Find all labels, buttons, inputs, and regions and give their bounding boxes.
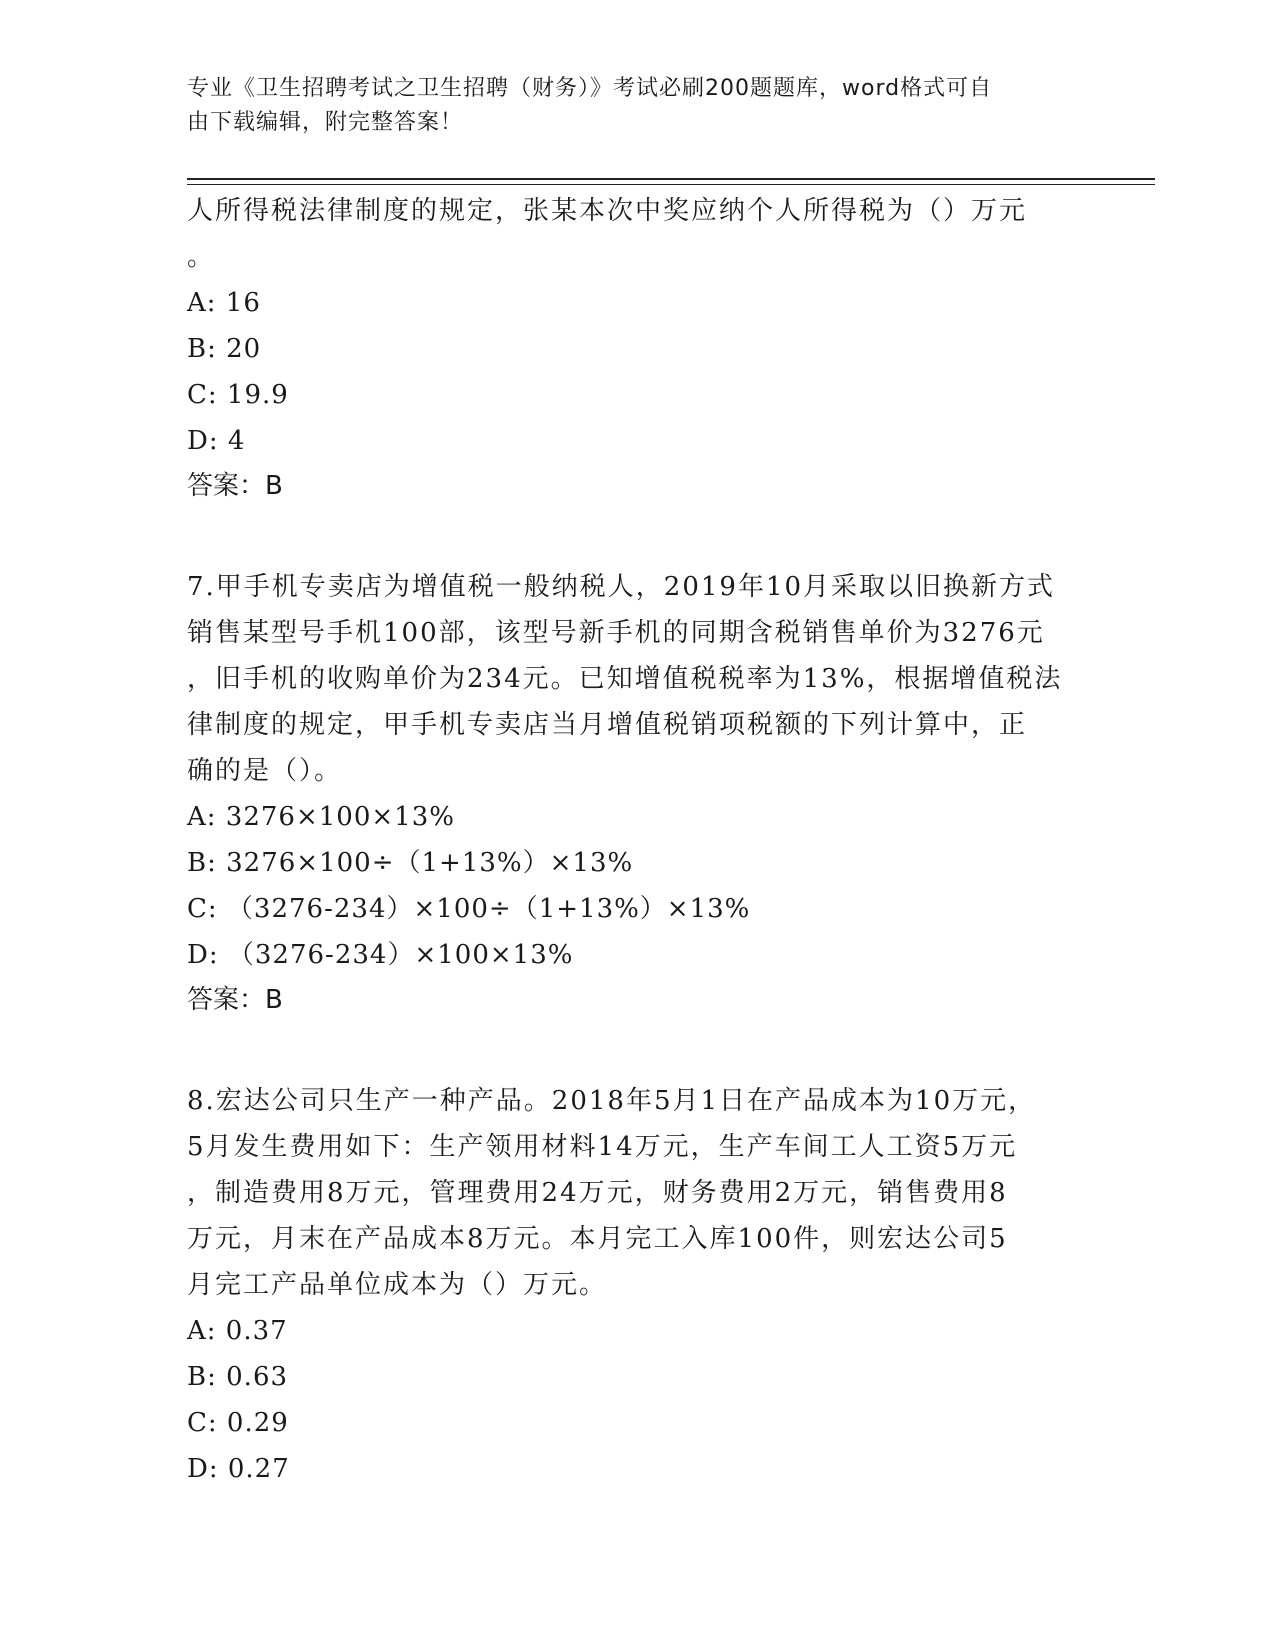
question-8-option-b: B: 0.63: [187, 1362, 289, 1392]
header-divider-thin: [187, 184, 1155, 185]
question-8-option-c: C: 0.29: [187, 1408, 289, 1438]
question-6-option-c: C: 19.9: [187, 380, 289, 410]
question-8-stem-line-5: 月完工产品单位成本为（）万元。: [187, 1270, 608, 1300]
question-7-stem-line-5: 确的是（）。: [187, 756, 343, 786]
question-7-stem-line-1: 7.甲手机专卖店为增值税一般纳税人，2019年10月采取以旧换新方式: [187, 572, 1056, 602]
question-8-option-d: D: 0.27: [187, 1454, 290, 1484]
header-line-2: 由下载编辑，附完整答案！: [187, 110, 464, 135]
question-7-option-a: A: 3276×100×13%: [187, 802, 455, 832]
question-8-stem-line-2: 5月发生费用如下：生产领用材料14万元，生产车间工人工资5万元: [187, 1132, 1018, 1162]
question-6: [187, 188, 1087, 508]
question-6-answer: 答案：B: [187, 471, 283, 501]
spacer: [187, 1022, 1087, 1078]
question-8-option-a: A: 0.37: [187, 1316, 288, 1346]
question-7-option-c: C: （3276-234）×100÷（1+13%）×13%: [187, 894, 751, 924]
header-divider-thick: [187, 178, 1155, 180]
question-8-stem-line-1: 8.宏达公司只生产一种产品。2018年5月1日在产品成本为10万元，: [187, 1086, 1037, 1116]
question-7-answer: 答案：B: [187, 985, 283, 1015]
question-8-stem-line-4: 万元，月末在产品成本8万元。本月完工入库100件，则宏达公司5: [187, 1224, 1008, 1254]
question-8-stem-line-3: ，制造费用8万元，管理费用24万元，财务费用2万元，销售费用8: [187, 1178, 1008, 1208]
question-7-option-d: D: （3276-234）×100×13%: [187, 940, 574, 970]
question-7-stem-line-4: 律制度的规定，甲手机专卖店当月增值税销项税额的下列计算中，正: [187, 710, 1028, 740]
question-6-option-a: A: 16: [187, 288, 261, 318]
question-6-option-d: D: 4: [187, 426, 246, 456]
spacer: [187, 508, 1087, 564]
question-6-stem-line-1: 人所得税法律制度的规定，张某本次中奖应纳个人所得税为（）万元: [187, 196, 1028, 226]
question-6-stem-line-2: 。: [187, 242, 216, 272]
question-list: [187, 188, 1087, 1492]
question-7-option-b: B: 3276×100÷（1+13%）×13%: [187, 848, 634, 878]
question-7-stem-line-3: ，旧手机的收购单价为234元。已知增值税税率为13%，根据增值税法: [187, 664, 1063, 694]
question-7-stem-line-2: 销售某型号手机100部，该型号新手机的同期含税销售单价为3276元: [187, 618, 1045, 648]
question-8: [187, 1078, 1087, 1492]
header-line-1: 专业《卫生招聘考试之卫生招聘（财务）》考试必刷200题题库，word格式可自: [187, 76, 993, 101]
question-6-option-b: B: 20: [187, 334, 262, 364]
question-7: [187, 564, 1087, 1022]
document-header: [187, 72, 1067, 140]
